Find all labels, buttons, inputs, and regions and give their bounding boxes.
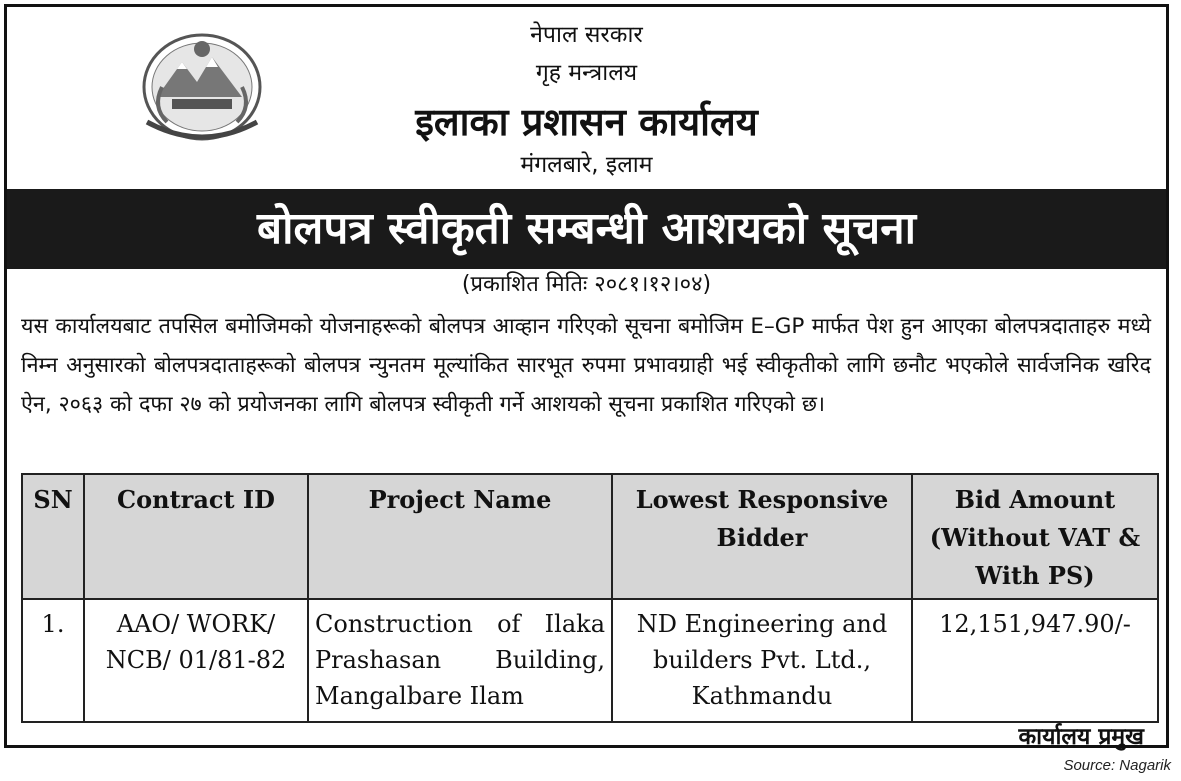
header-sn: SN [22, 474, 84, 599]
table-row [22, 599, 1158, 722]
notice-title-banner: बोलपत्र स्वीकृती सम्बन्धी आशयको सूचना [7, 189, 1166, 269]
ministry-name: गृह मन्त्रालय [535, 60, 638, 86]
signature-office-chief: कार्यालय प्रमुख [1018, 724, 1144, 750]
publication-date: (प्रकाशित मितिः २०८१।१२।०४) [461, 272, 712, 297]
table-header-row [22, 474, 1158, 599]
cell-sn: 1. [22, 599, 84, 722]
office-address: मंगलबारे, इलाम [520, 152, 653, 178]
notice-frame [4, 4, 1169, 748]
header-project-name: Project Name [308, 474, 612, 599]
header-bidder: Lowest Responsive Bidder [612, 474, 912, 599]
bid-table [21, 473, 1159, 723]
source-credit: Source: Nagarik [1063, 757, 1171, 774]
cell-bidder: ND Engineering and builders Pvt. Ltd., Kathmandu [612, 599, 912, 722]
cell-contract-id: AAO/ WORK/ NCB/ 01/81-82 [84, 599, 308, 722]
cell-bid-amount: 12,151,947.90/- [912, 599, 1158, 722]
office-name: इलाका प्रशासन कार्यालय [415, 100, 758, 144]
cell-project-name: Construction of Ilaka Prashasan Building, Mangalbare Ilam [308, 599, 612, 722]
header-bid-amount: Bid Amount (Without VAT & With PS) [912, 474, 1158, 599]
government-name: नेपाल सरकार [530, 22, 643, 48]
notice-header [7, 7, 1166, 189]
header-contract-id: Contract ID [84, 474, 308, 599]
notice-paragraph: यस कार्यालयबाट तपसिल बमोजिमको योजनाहरूको बोलपत्र आव्हान गरिएको सूचना बमोजिम E–GP मार्फत पेश हुन आएका बोलपत्रदाताहरु मध्ये निम्न अनुसारको बोलपत्रदाताहरूको बोलपत्र न्युनतम मूल्यांकित सारभूत रुपमा प्रभावग्राही भई स्वीकृतीको लागि छनौट भएकोले सार्वजनिक खरिद ऐन, २०६३ को दफा २७ को प्रयोजनका लागि बोलपत्र स्वीकृती गर्ने आशयको सूचना प्रकाशित गरिएको छ। [21, 314, 1151, 417]
